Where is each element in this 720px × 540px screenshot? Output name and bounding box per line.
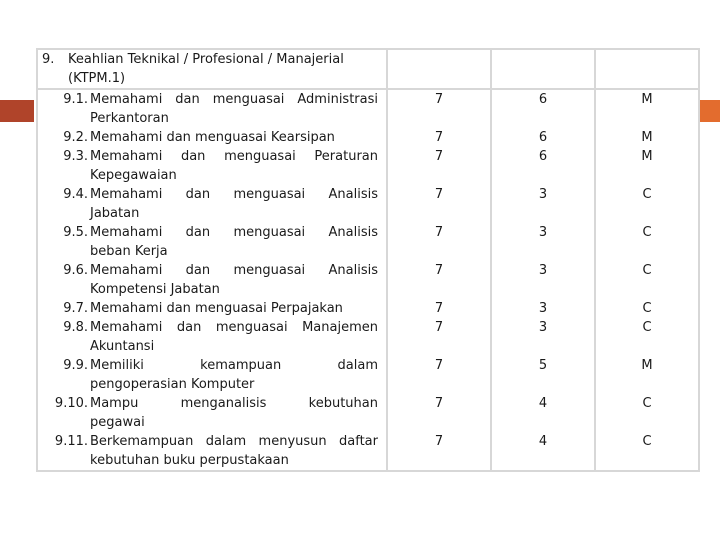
competency-table	[36, 48, 700, 472]
value-cell: C	[642, 187, 652, 202]
value-cell: C	[642, 263, 652, 278]
header-cell-1	[387, 49, 491, 89]
item-text-cont: Jabatan	[90, 206, 140, 221]
section-title: Keahlian Teknikal / Profesional / Manajerial	[68, 52, 344, 67]
value-cell: 4	[538, 396, 548, 411]
item-text: Mampu menganalisis kebutuhan	[90, 396, 378, 411]
list-item	[38, 261, 386, 299]
item-number: 9.7.	[63, 301, 88, 316]
item-text-cont: Kepegawaian	[90, 168, 177, 183]
item-text: Memiliki kemampuan dalam	[90, 358, 378, 373]
item-text-cont: Akuntansi	[90, 339, 155, 354]
item-number: 9.4.	[63, 187, 88, 202]
item-text-cont: beban Kerja	[90, 244, 168, 259]
list-item	[38, 432, 386, 470]
item-text: Memahami dan menguasai Peraturan	[90, 149, 378, 164]
table-body-row	[37, 89, 699, 471]
item-number: 9.8.	[63, 320, 88, 335]
value-cell: 6	[538, 149, 548, 164]
items-cell	[37, 89, 387, 471]
value-cell: M	[641, 149, 653, 164]
value-column-1	[387, 89, 491, 471]
item-number: 9.9.	[63, 358, 88, 373]
item-number: 9.3.	[63, 149, 88, 164]
value-cell: M	[641, 130, 653, 145]
value-cell: 7	[434, 263, 444, 278]
value-cell: 4	[538, 434, 548, 449]
value-cell: 3	[538, 225, 548, 240]
header-cell-3	[595, 49, 699, 89]
value-cell: 7	[434, 320, 444, 335]
list-item	[38, 185, 386, 223]
item-text-cont: Kompetensi Jabatan	[90, 282, 220, 297]
item-text-cont: pengoperasian Komputer	[90, 377, 255, 392]
item-text: Memahami dan menguasai Analisis	[90, 263, 378, 278]
item-text: Memahami dan menguasai Perpajakan	[90, 301, 343, 316]
value-cell: 3	[538, 301, 548, 316]
list-item	[38, 356, 386, 394]
value-cell: C	[642, 320, 652, 335]
item-text-cont: Perkantoran	[90, 111, 169, 126]
item-text: Berkemampuan dalam menyusun daftar	[90, 434, 378, 449]
value-cell: M	[641, 92, 653, 107]
item-text-cont: pegawai	[90, 415, 145, 430]
item-number: 9.5.	[63, 225, 88, 240]
value-cell: 7	[434, 396, 444, 411]
item-text: Memahami dan menguasai Analisis	[90, 225, 378, 240]
list-item	[38, 299, 386, 318]
value-cell: 7	[434, 187, 444, 202]
value-cell: 3	[538, 320, 548, 335]
table-header-row	[37, 49, 699, 89]
section-code: (KTPM.1)	[68, 71, 126, 86]
item-number: 9.1.	[63, 92, 88, 107]
list-item	[38, 394, 386, 432]
item-number: 9.11.	[54, 434, 88, 449]
list-item	[38, 147, 386, 185]
value-cell: C	[642, 301, 652, 316]
value-cell: 3	[538, 263, 548, 278]
value-cell: 7	[434, 225, 444, 240]
value-cell: 7	[434, 434, 444, 449]
list-item	[38, 90, 386, 128]
list-item	[38, 318, 386, 356]
section-number: 9.	[42, 52, 55, 67]
value-cell: C	[642, 396, 652, 411]
item-number: 9.2.	[63, 130, 88, 145]
value-column-3	[595, 89, 699, 471]
list-item	[38, 223, 386, 261]
item-text-cont: kebutuhan buku perpustakaan	[90, 453, 289, 468]
item-number: 9.6.	[63, 263, 88, 278]
value-cell: 7	[434, 301, 444, 316]
value-cell: C	[642, 434, 652, 449]
header-cell-2	[491, 49, 595, 89]
slide-accent-bar-left	[0, 100, 34, 122]
value-cell: 3	[538, 187, 548, 202]
section-title-cell	[37, 49, 387, 89]
value-cell: 7	[434, 130, 444, 145]
item-text: Memahami dan menguasai Manajemen	[90, 320, 378, 335]
item-text: Memahami dan menguasai Kearsipan	[90, 130, 335, 145]
item-text: Memahami dan menguasai Analisis	[90, 187, 378, 202]
value-cell: 7	[434, 149, 444, 164]
item-text: Memahami dan menguasai Administrasi	[90, 92, 378, 107]
value-cell: 7	[434, 92, 444, 107]
item-list	[38, 90, 386, 470]
value-cell: C	[642, 225, 652, 240]
value-column-2	[491, 89, 595, 471]
item-number: 9.10.	[54, 396, 88, 411]
value-cell: M	[641, 358, 653, 373]
value-cell: 6	[538, 92, 548, 107]
value-cell: 6	[538, 130, 548, 145]
value-cell: 7	[434, 358, 444, 373]
list-item	[38, 128, 386, 147]
value-cell: 5	[538, 358, 548, 373]
